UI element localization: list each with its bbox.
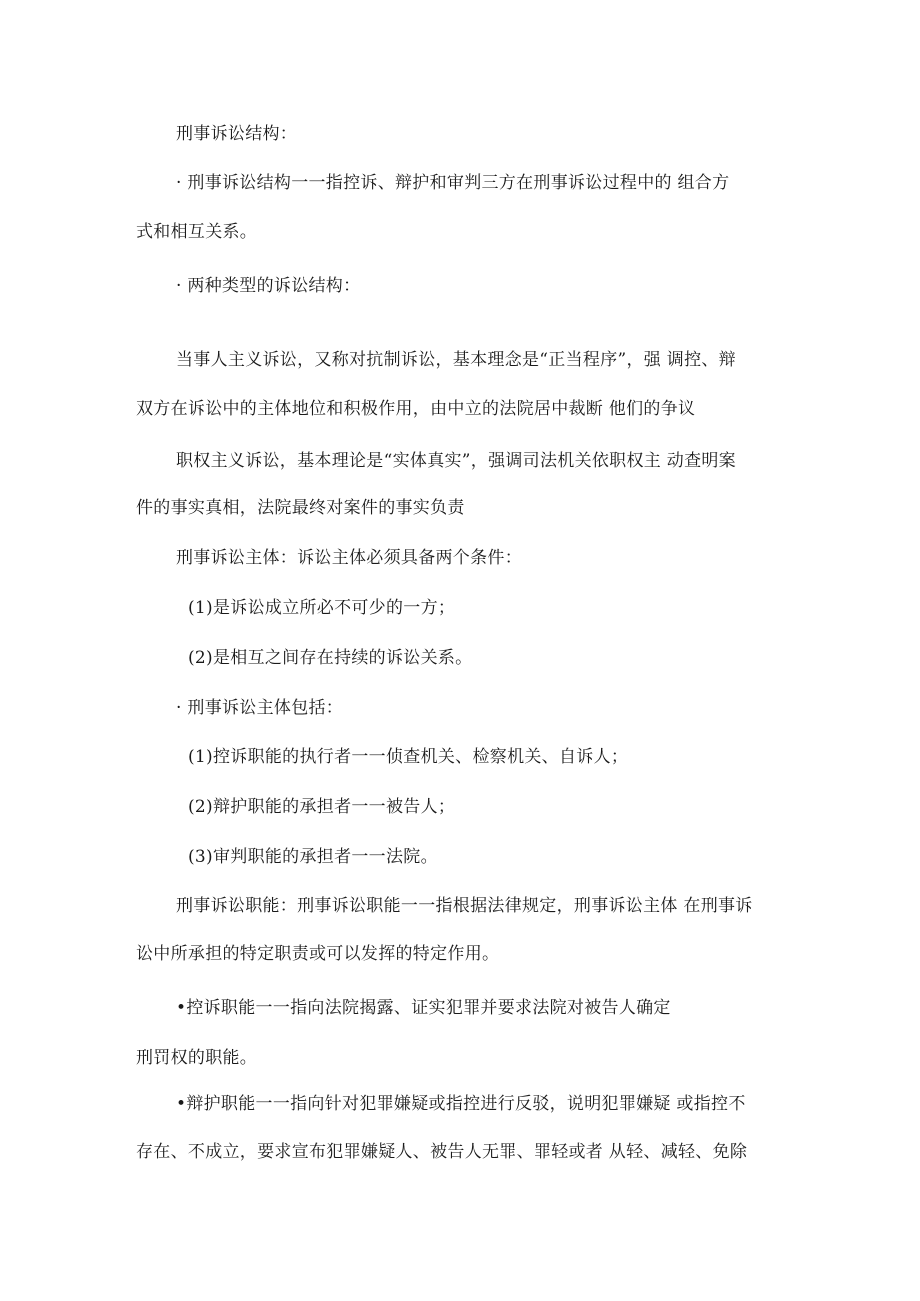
list-item-subject-1: (1)控诉职能的执行者一一侦查机关、检察机关、自诉人； xyxy=(188,747,629,767)
paragraph-adversarial-cont: 双方在诉讼中的主体地位和积极作用，由中立的法院居中裁断 他们的争议 xyxy=(136,399,696,419)
list-item-condition-2: (2)是相互之间存在持续的诉讼关系。 xyxy=(188,648,473,668)
paragraph-inquisitorial: 职权主义诉讼，基本理论是“实体真实”，强调司法机关依职权主 动查明案 xyxy=(176,451,736,471)
heading-litigation-subject: 刑事诉讼主体：诉讼主体必须具备两个条件： xyxy=(176,548,522,568)
paragraph-adversarial: 当事人主义诉讼，又称对抗制诉讼，基本理念是“正当程序”，强 调控、辩 xyxy=(176,350,736,370)
list-item-condition-1: (1)是诉讼成立所必不可少的一方； xyxy=(188,598,456,618)
list-item-subject-2: (2)辩护职能的承担者一一被告人； xyxy=(188,797,456,817)
list-item-subject-3: (3)审判职能的承担者一一法院。 xyxy=(188,847,438,867)
bullet-prosecution-function-cont: 刑罚权的职能。 xyxy=(136,1048,258,1068)
bullet-defense-function: •辩护职能一一指向针对犯罪嫌疑或指控进行反驳，说明犯罪嫌疑 或指控不 xyxy=(176,1094,746,1114)
bullet-prosecution-function: •控诉职能一一指向法院揭露、证实犯罪并要求法院对被告人确定 xyxy=(176,998,671,1018)
bullet-defense-function-cont: 存在、不成立，要求宣布犯罪嫌疑人、被告人无罪、罪轻或者 从轻、减轻、免除 xyxy=(136,1142,748,1162)
paragraph-litigation-function: 刑事诉讼职能：刑事诉讼职能一一指根据法律规定，刑事诉讼主体 在刑事诉 xyxy=(176,896,753,916)
bullet-subjects-include: · 刑事诉讼主体包括： xyxy=(176,698,344,718)
paragraph-inquisitorial-cont: 件的事实真相，法院最终对案件的事实负责 xyxy=(136,498,465,518)
bullet-two-structure-types: · 两种类型的诉讼结构： xyxy=(176,276,361,296)
bullet-structure-definition: · 刑事诉讼结构一一指控诉、辩护和审判三方在刑事诉讼过程中的 组合方 xyxy=(176,173,730,193)
paragraph-litigation-function-cont: 讼中所承担的特定职责或可以发挥的特定作用。 xyxy=(136,944,500,964)
bullet-structure-definition-cont: 式和相互关系。 xyxy=(136,222,258,242)
heading-litigation-structure: 刑事诉讼结构： xyxy=(176,124,298,144)
